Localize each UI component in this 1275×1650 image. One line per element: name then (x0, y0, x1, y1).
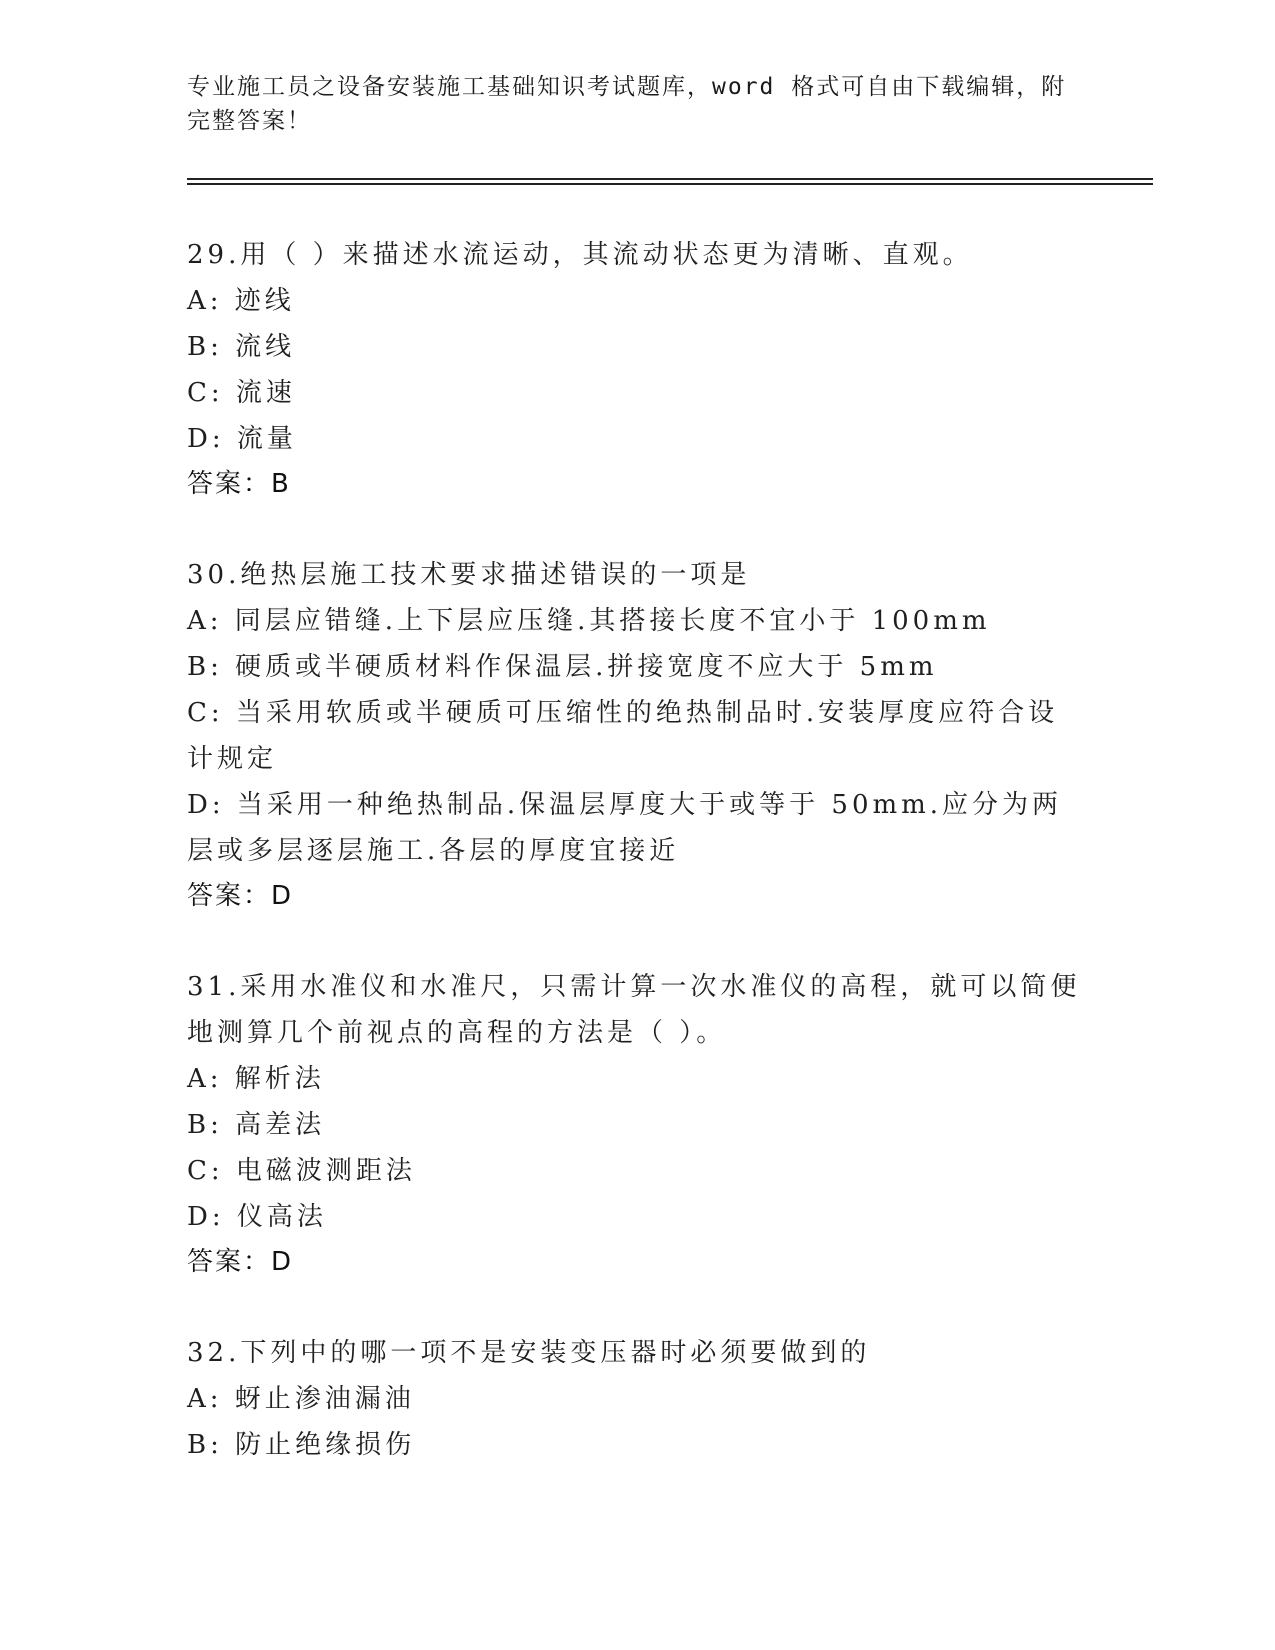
header-divider-bottom (187, 183, 1153, 185)
option-c: C: 当采用软质或半硬质可压缩性的绝热制品时.安装厚度应符合设计规定 (187, 698, 1059, 774)
question-31 (187, 964, 1087, 1284)
option-b: B: 高差法 (187, 1110, 326, 1140)
option-b: B: 防止绝缘损伤 (187, 1430, 416, 1460)
question-32 (187, 1330, 1087, 1468)
question-stem: 31.采用水准仪和水准尺，只需计算一次水准仪的高程，就可以简便地测算几个前视点的高程的方法是（ ）。 (187, 972, 1081, 1048)
option-c: C: 电磁波测距法 (187, 1156, 416, 1186)
option-b: B: 流线 (187, 332, 296, 362)
option-d: D: 仪高法 (187, 1202, 327, 1232)
question-stem: 30.绝热层施工技术要求描述错误的一项是 (187, 560, 751, 590)
header-divider-top (187, 178, 1153, 180)
option-d: D: 流量 (187, 424, 297, 454)
question-29 (187, 232, 1087, 506)
option-a: A: 同层应错缝.上下层应压缝.其搭接长度不宜小于 100mm (187, 606, 991, 636)
option-a: A: 迹线 (187, 286, 295, 316)
option-a: A: 解析法 (187, 1064, 325, 1094)
option-a: A: 蚜止渗油漏油 (187, 1384, 415, 1414)
option-c: C: 流速 (187, 378, 296, 408)
option-d: D: 当采用一种绝热制品.保温层厚度大于或等于 50mm.应分为两层或多层逐层施工.各层的厚度宜接近 (187, 790, 1063, 866)
answer: 答案：D (187, 881, 294, 911)
document-header: 专业施工员之设备安装施工基础知识考试题库，word 格式可自由下载编辑，附完整答案！ (187, 74, 1067, 134)
answer: 答案：D (187, 1247, 294, 1277)
question-stem: 29.用（ ）来描述水流运动，其流动状态更为清晰、直观。 (187, 240, 973, 270)
question-stem: 32.下列中的哪一项不是安装变压器时必须要做到的 (187, 1338, 871, 1368)
answer: 答案：B (187, 469, 291, 499)
question-30 (187, 552, 1087, 918)
option-b: B: 硬质或半硬质材料作保温层.拼接宽度不应大于 5mm (187, 652, 938, 682)
question-list (187, 232, 1087, 1514)
